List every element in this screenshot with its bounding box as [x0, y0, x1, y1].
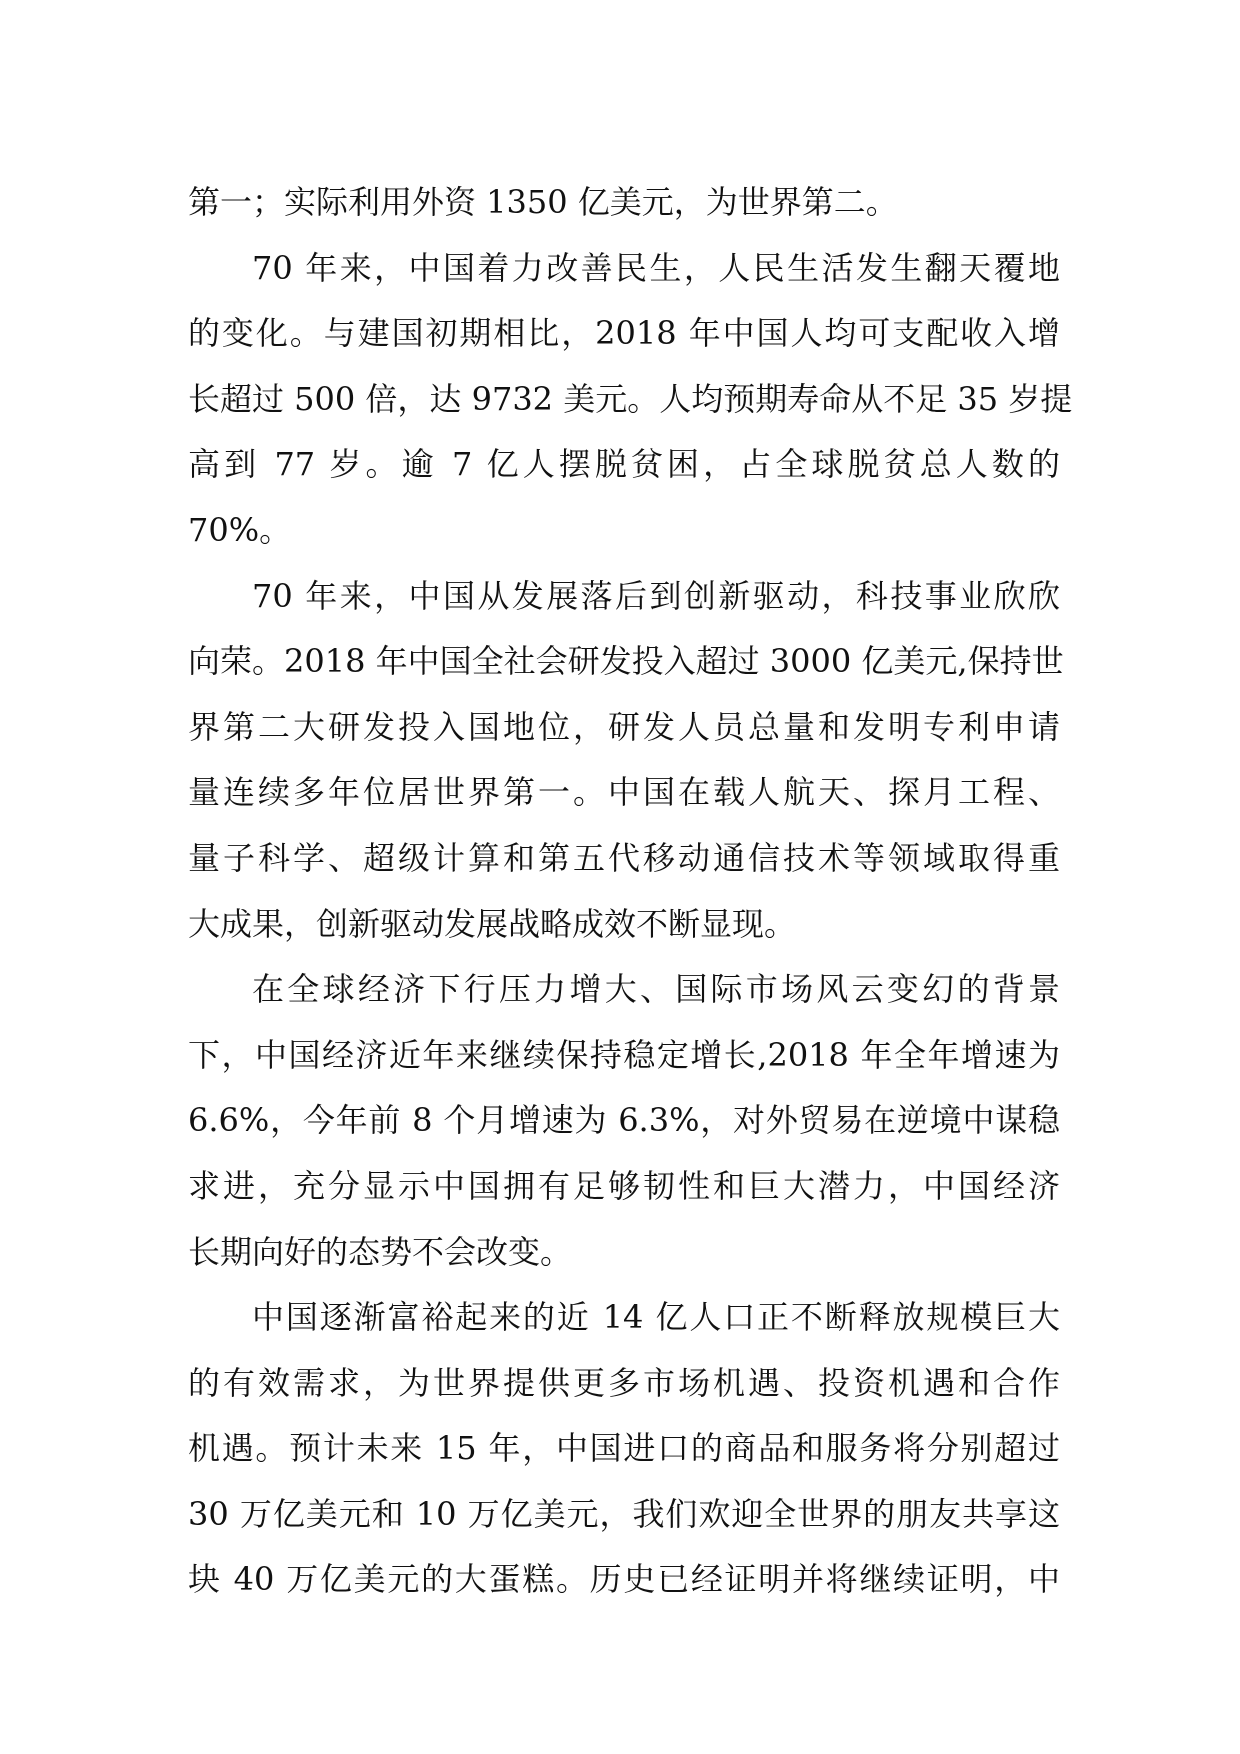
text-line: 的有效需求，为世界提供更多市场机遇、投资机遇和合作	[188, 1363, 1060, 1402]
text-line: 30 万亿美元和 10 万亿美元，我们欢迎全世界的朋友共享这	[188, 1494, 1060, 1533]
paragraph-first-line: 在全球经济下行压力增大、国际市场风云变幻的背景	[252, 970, 1060, 1009]
paragraph-last-line: 大成果，创新驱动发展战略成效不断显现。	[188, 904, 797, 943]
paragraph-first-line: 70 年来，中国从发展落后到创新驱动，科技事业欣欣	[252, 576, 1060, 615]
paragraph-last-line: 长期向好的态势不会改变。	[188, 1232, 573, 1271]
text-line: 界第二大研发投入国地位，研发人员总量和发明专利申请	[188, 707, 1060, 746]
text-line: 6.6%，今年前 8 个月增速为 6.3%，对外贸易在逆境中谋稳	[188, 1101, 1060, 1140]
text-line: 高到 77 岁。逾 7 亿人摆脱贫困，占全球脱贫总人数的	[188, 445, 1060, 484]
paragraph-last-line: 70%。	[188, 510, 292, 549]
text-line: 下，中国经济近年来继续保持稳定增长,2018 年全年增速为	[188, 1035, 1060, 1074]
text-line: 机遇。预计未来 15 年，中国进口的商品和服务将分别超过	[188, 1429, 1060, 1468]
text-line: 长超过 500 倍，达 9732 美元。人均预期寿命从不足 35 岁提	[188, 379, 1073, 418]
paragraph-first-line: 中国逐渐富裕起来的近 14 亿人口正不断释放规模巨大	[252, 1298, 1060, 1337]
text-line: 向荣。2018 年中国全社会研发投入超过 3000 亿美元,保持世	[188, 642, 1064, 681]
paragraph-first-line: 70 年来，中国着力改善民生，人民生活发生翻天覆地	[252, 248, 1060, 287]
text-line: 求进，充分显示中国拥有足够韧性和巨大潜力，中国经济	[188, 1166, 1060, 1205]
text-line: 量子科学、超级计算和第五代移动通信技术等领域取得重	[188, 838, 1060, 877]
text-line: 第一；实际利用外资 1350 亿美元，为世界第二。	[188, 183, 898, 221]
body-text	[188, 170, 1073, 1613]
text-line: 量连续多年位居世界第一。中国在载人航天、探月工程、	[188, 773, 1060, 812]
text-line: 的变化。与建国初期相比，2018 年中国人均可支配收入增	[188, 314, 1060, 353]
text-line: 块 40 万亿美元的大蛋糕。历史已经证明并将继续证明，中	[188, 1560, 1060, 1599]
